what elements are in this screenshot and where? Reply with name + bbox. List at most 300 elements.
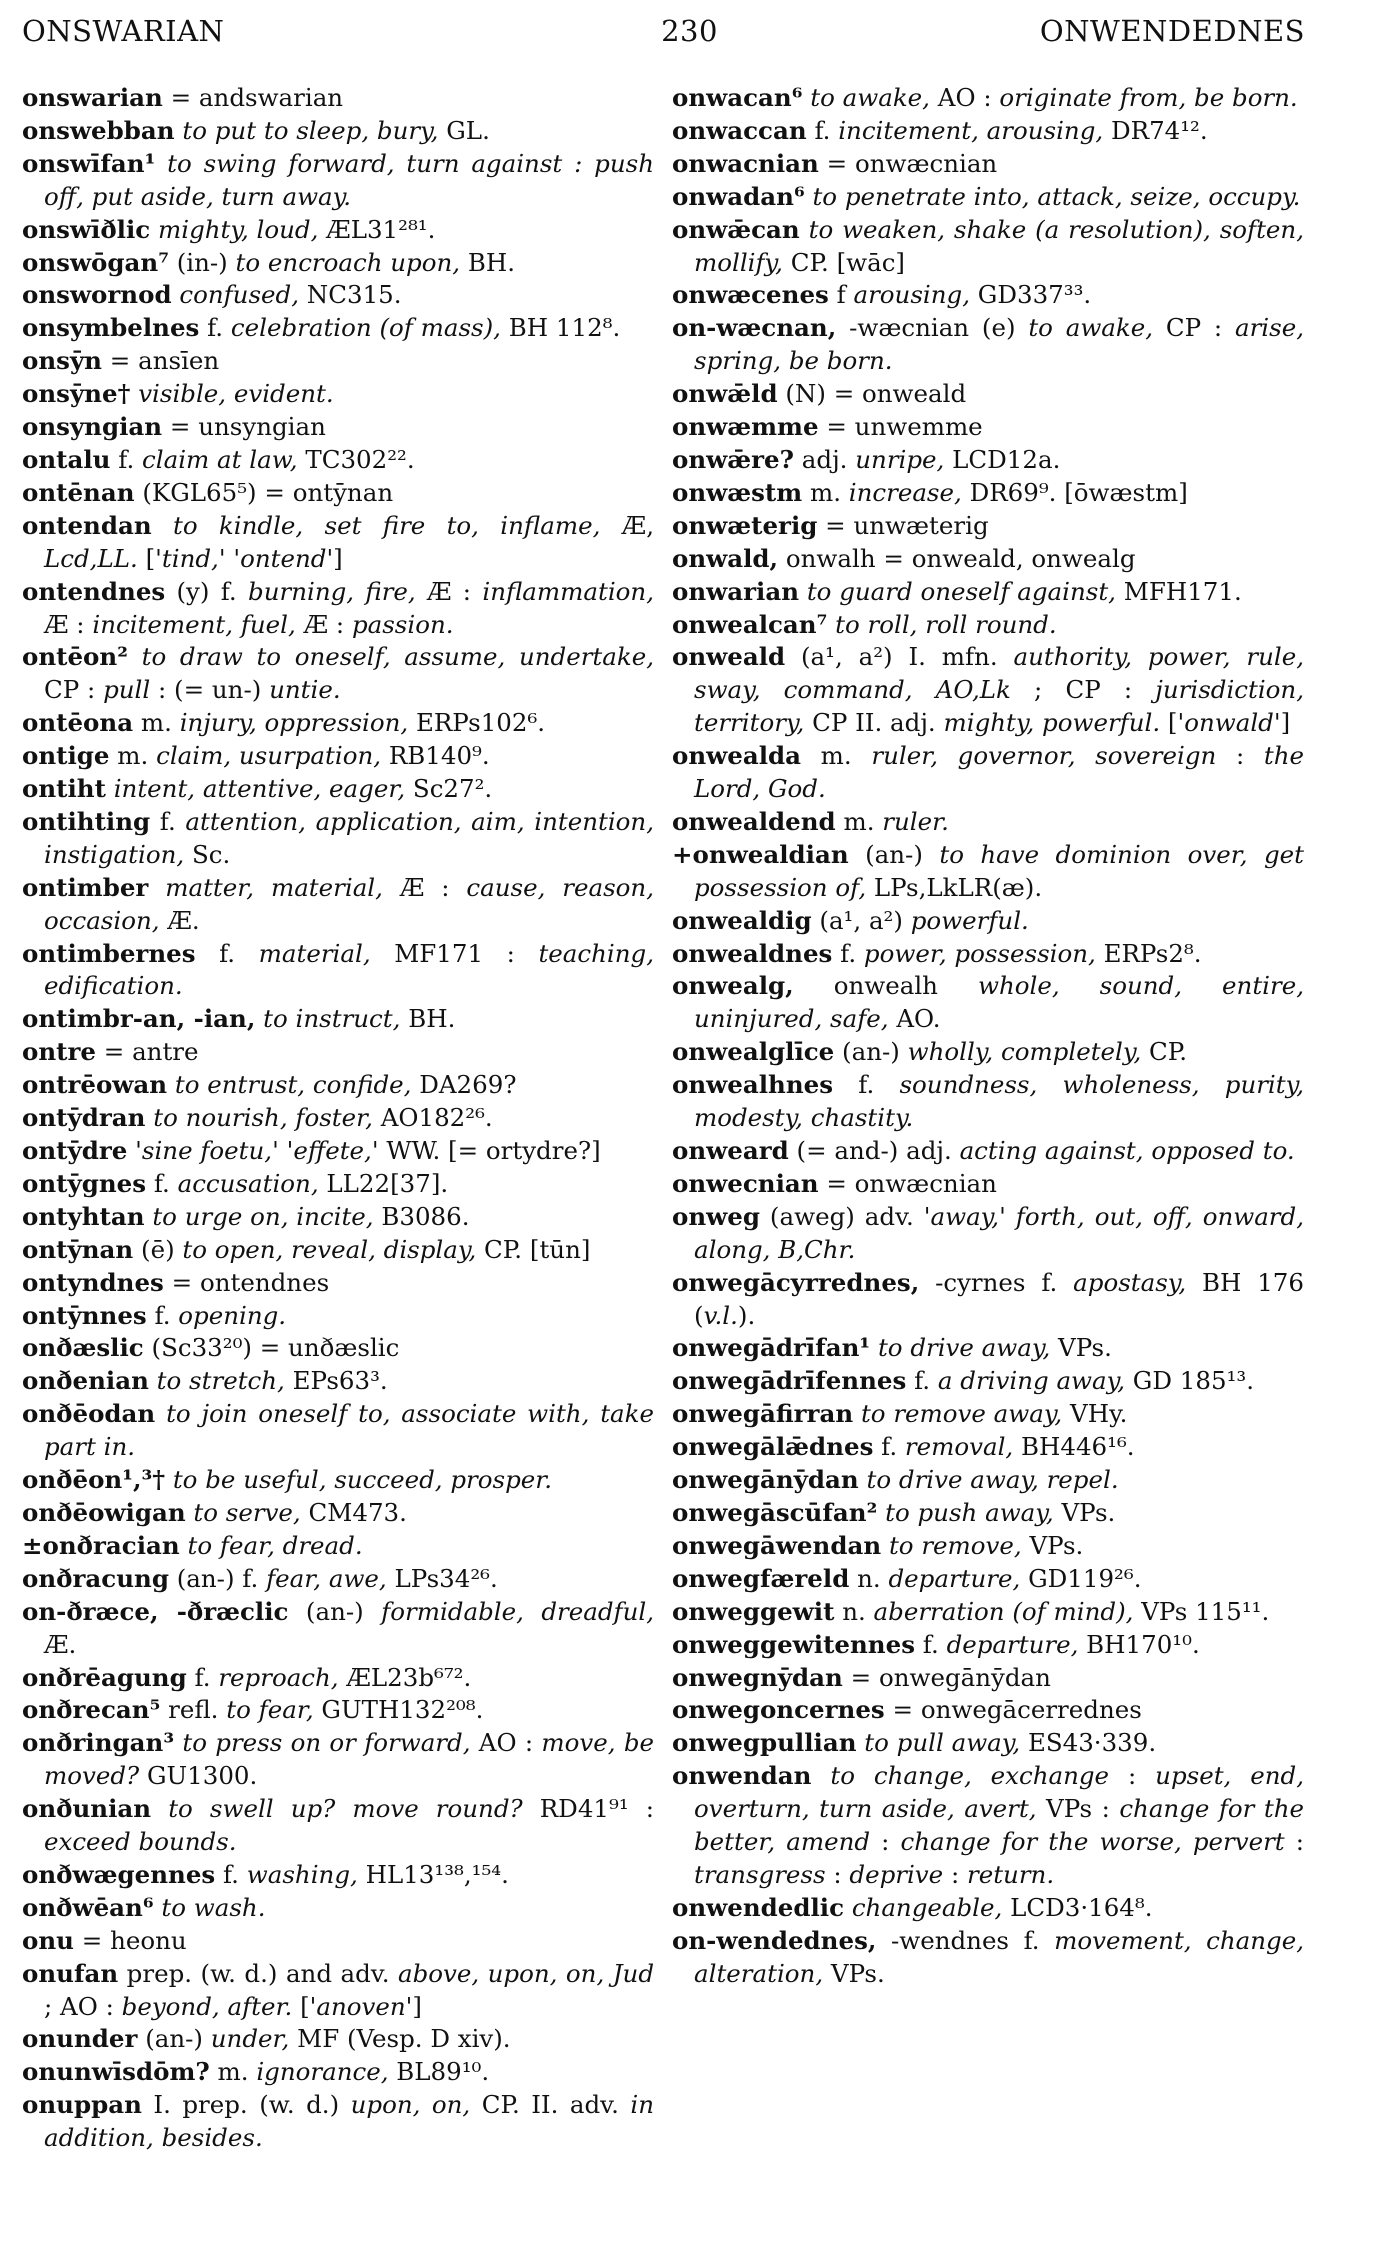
dictionary-entry — [22, 82, 654, 115]
grammar-or-citation: n. — [834, 1596, 866, 1626]
grammar-or-citation: n. — [849, 1563, 881, 1593]
definition-text: sine foetu, — [141, 1136, 273, 1165]
grammar-or-citation: : — [1216, 741, 1245, 771]
definition-text: to entrust, confide, — [167, 1070, 412, 1100]
headword: onwealhnes — [672, 1070, 834, 1100]
definition-text: jurisdiction, territory, — [694, 675, 1305, 738]
grammar-or-citation: Æ : — [382, 872, 450, 902]
definition-text: to change, exchange — [811, 1761, 1110, 1791]
dictionary-entry — [672, 1036, 1304, 1069]
grammar-or-citation: onwealh — [793, 971, 938, 1001]
grammar-or-citation: [' — [292, 1991, 317, 2021]
definition-text: arousing, — [845, 280, 970, 310]
grammar-or-citation: ; CP : — [1010, 675, 1133, 705]
headword: onðwægennes — [22, 1859, 216, 1889]
definition-text: to stretch, — [148, 1366, 285, 1396]
definition-text: pull — [95, 675, 151, 705]
grammar-or-citation: (Sc33²⁰) = unðæslic — [143, 1333, 400, 1363]
grammar-or-citation: ' ' — [272, 1136, 294, 1165]
headword: ontimbr-an, -ian, — [22, 1004, 256, 1034]
headword: onwald, — [672, 543, 779, 573]
grammar-or-citation: f. — [832, 938, 857, 968]
dictionary-entry — [22, 1892, 654, 1925]
definition-text: upset, end, overturn, turn aside, avert, — [694, 1761, 1305, 1824]
grammar-or-citation: LPs34²⁶. — [386, 1563, 498, 1593]
dictionary-entry — [22, 1464, 654, 1497]
headword: onwegāfirran — [672, 1399, 854, 1429]
grammar-or-citation: = antre — [95, 1037, 199, 1067]
grammar-or-citation: CP : — [44, 675, 96, 705]
headword: onwǣld — [672, 379, 778, 409]
dictionary-entry — [22, 1398, 654, 1464]
headword: onwealcan⁷ — [672, 609, 828, 639]
dictionary-entry — [672, 1892, 1304, 1925]
dictionary-entry — [672, 1694, 1304, 1727]
dictionary-entry — [672, 1727, 1304, 1760]
grammar-or-citation: f. — [146, 1300, 171, 1330]
headword: onufan — [22, 1958, 119, 1988]
grammar-or-citation: ERPs102⁶. — [408, 708, 546, 738]
grammar-or-citation: : — [943, 1859, 960, 1889]
headword: onwæterig — [672, 510, 818, 540]
grammar-or-citation: BH 176 ( — [694, 1267, 1304, 1330]
dictionary-entry — [22, 806, 654, 872]
definition-text: ruler. — [874, 806, 949, 836]
grammar-or-citation: (an-) — [848, 839, 923, 869]
definition-text: mighty, loud, — [150, 214, 319, 244]
headword: ontihting — [22, 806, 151, 836]
headword: onwacan⁶ — [672, 83, 803, 112]
definition-text: beyond, after. — [113, 1991, 293, 2021]
definition-text: burning, fire, — [236, 576, 416, 606]
definition-text: authority, power, rule, sway, command, AO,Lk — [694, 642, 1305, 705]
headword: onweggewitennes — [672, 1629, 915, 1659]
dictionary-entry — [22, 1135, 654, 1168]
grammar-or-citation: [' — [137, 543, 162, 573]
headword: onðæslic — [22, 1333, 144, 1363]
grammar-or-citation: Æ : — [295, 609, 345, 639]
definition-text: aberration (of mind), — [865, 1596, 1134, 1626]
grammar-or-citation: CP : — [1153, 313, 1223, 343]
grammar-or-citation: f. — [150, 806, 176, 836]
headword: ontendnes — [22, 576, 166, 606]
grammar-or-citation: DR74¹². — [1103, 115, 1208, 145]
grammar-or-citation: RD41⁹¹ : — [522, 1794, 654, 1824]
definition-text: exceed bounds. — [44, 1827, 237, 1857]
definition-text: under, — [202, 2024, 290, 2054]
grammar-or-citation: TC302²². — [297, 444, 415, 474]
definition-text: to swell up? move round? — [151, 1794, 523, 1824]
definition-text: to open, reveal, display, — [174, 1234, 477, 1264]
grammar-or-citation: AO : — [470, 1728, 534, 1758]
definition-text: transgress — [694, 1859, 826, 1889]
grammar-or-citation: GUTH132²⁰⁸. — [313, 1695, 484, 1725]
headword: onswebban — [22, 115, 175, 145]
definition-text: untie. — [261, 675, 341, 705]
headword: ontyndnes — [22, 1267, 164, 1297]
grammar-or-citation: f. — [915, 1629, 939, 1659]
definition-text: to roll, roll round. — [827, 609, 1057, 639]
grammar-or-citation: : — [825, 1859, 842, 1889]
dictionary-entry — [22, 1958, 654, 2024]
grammar-or-citation: m. — [133, 708, 172, 738]
grammar-or-citation: (an-) — [137, 2024, 203, 2054]
dictionary-entry — [672, 1925, 1304, 1991]
grammar-or-citation: ERPs2⁸. — [1095, 938, 1202, 968]
dictionary-entry — [672, 1563, 1304, 1596]
definition-text: arise, spring, be born. — [694, 313, 1304, 376]
grammar-or-citation: m. — [209, 2057, 249, 2087]
right-column — [672, 82, 1304, 1991]
definition-text: deprive — [841, 1859, 944, 1889]
dictionary-entry — [22, 1267, 654, 1300]
dictionary-entry — [672, 1431, 1304, 1464]
grammar-or-citation: GU1300. — [139, 1761, 258, 1791]
headword: ±onðracian — [22, 1530, 180, 1560]
dictionary-entry — [672, 1497, 1304, 1530]
grammar-or-citation: NC315. — [299, 280, 402, 310]
headword: onswīfan¹ — [22, 148, 156, 178]
grammar-or-citation: BL89¹⁰. — [388, 2057, 490, 2087]
definition-text: return. — [959, 1859, 1055, 1889]
dictionary-entry — [22, 1497, 654, 1530]
definition-text: onwald — [1184, 708, 1274, 738]
definition-text: to serve, — [185, 1497, 301, 1527]
dictionary-entry — [22, 214, 654, 247]
definition-text: whole, sound, entire, uninjured, safe, — [694, 971, 1304, 1034]
dictionary-entry — [22, 938, 654, 1004]
dictionary-entry — [672, 148, 1304, 181]
definition-text: apostasy, — [1057, 1267, 1187, 1297]
dictionary-entry — [672, 378, 1304, 411]
dictionary-entry — [672, 806, 1304, 839]
headword: ontȳnan — [22, 1234, 134, 1264]
grammar-or-citation: VPs. — [823, 1958, 885, 1988]
definition-text: formidable, dreadful, — [363, 1596, 654, 1626]
grammar-or-citation: Sc. — [184, 839, 231, 869]
headword: on-ðræce, -ðræclic — [22, 1596, 289, 1626]
grammar-or-citation: = onwæcnian — [818, 148, 998, 178]
definition-text: teaching, edification. — [44, 938, 655, 1001]
grammar-or-citation: (ē) — [133, 1234, 175, 1264]
headword: ontre — [22, 1037, 96, 1067]
definition-text: incitement, arousing, — [830, 115, 1104, 145]
dictionary-entry — [672, 1629, 1304, 1662]
headword: onwecnian — [672, 1168, 819, 1198]
definition-text: to join oneself to, associate with, take part in. — [44, 1399, 654, 1462]
definition-text: inflammation, — [471, 576, 654, 606]
definition-text: to have dominion over, get possession of, — [694, 839, 1304, 902]
definition-text: washing, — [238, 1859, 358, 1889]
headword: ontyhtan — [22, 1201, 145, 1231]
definition-text: departure, — [938, 1629, 1079, 1659]
grammar-or-citation: ' — [127, 1136, 142, 1165]
headword: ontēona — [22, 708, 134, 738]
grammar-or-citation: f. — [146, 1168, 170, 1198]
headword: onwealdend — [672, 806, 836, 836]
definition-text: movement, change, alteration, — [694, 1925, 1304, 1988]
dictionary-entry — [22, 115, 654, 148]
dictionary-entry — [22, 1596, 654, 1662]
headword: onwegānȳdan — [672, 1465, 859, 1495]
definition-text: to drive away, — [870, 1333, 1051, 1363]
dictionary-entry — [22, 641, 654, 707]
grammar-or-citation: CM473. — [300, 1497, 407, 1527]
dictionary-entry — [22, 1201, 654, 1234]
definition-text: confused, — [171, 280, 300, 310]
grammar-or-citation: f — [828, 280, 846, 310]
grammar-or-citation: f. — [199, 313, 224, 343]
headword: onwæcenes — [672, 280, 829, 310]
headword: onwarian — [672, 576, 800, 606]
definition-text: attention, application, aim, intention, instigation, — [44, 806, 654, 869]
dictionary-entry — [672, 543, 1304, 576]
grammar-or-citation: : — [1284, 1827, 1304, 1857]
dictionary-entry — [672, 1530, 1304, 1563]
grammar-or-citation: LL22[37]. — [318, 1168, 449, 1198]
definition-text: to remove away, — [853, 1399, 1063, 1429]
dictionary-entry — [22, 1925, 654, 1958]
definition-text: the Lord, God. — [694, 741, 1305, 804]
grammar-or-citation: ). — [737, 1300, 756, 1330]
grammar-or-citation: BH. — [400, 1004, 456, 1034]
headword: onswarian — [22, 83, 163, 112]
headword: ontȳnnes — [22, 1300, 147, 1330]
headword: ontēnan — [22, 477, 135, 507]
grammar-or-citation: ES43·339. — [1020, 1728, 1157, 1758]
dictionary-entry — [672, 214, 1304, 280]
headword: onwegpullian — [672, 1728, 857, 1758]
dictionary-entry — [22, 740, 654, 773]
dictionary-entry — [22, 1662, 654, 1695]
grammar-or-citation: DR69⁹. [ōwæstm] — [961, 477, 1188, 507]
grammar-or-citation: LCD12a. — [944, 444, 1061, 474]
definition-text: to awake, — [802, 83, 930, 112]
definition-text: passion. — [344, 609, 454, 639]
grammar-or-citation: AO : — [929, 83, 992, 112]
definition-text: to fear, — [218, 1695, 314, 1725]
definition-text: acting against, opposed to. — [951, 1136, 1295, 1165]
definition-text: to weaken, shake (a resolution), soften, mollify, — [694, 214, 1304, 277]
headword: onwacnian — [672, 148, 819, 178]
grammar-or-citation: f. — [806, 115, 831, 145]
grammar-or-citation: Æ. — [44, 1629, 77, 1659]
grammar-or-citation: LPs,LkLR(æ). — [866, 872, 1043, 902]
dictionary-entry — [22, 576, 654, 642]
grammar-or-citation: CP. [tūn] — [476, 1234, 591, 1264]
dictionary-entry — [672, 740, 1304, 806]
definition-text: wholly, completely, — [899, 1037, 1142, 1067]
headword: onwegoncernes — [672, 1695, 885, 1725]
grammar-or-citation: = heonu — [73, 1925, 187, 1955]
grammar-or-citation: -wendnes f. — [876, 1925, 1040, 1955]
headword: onðēowigan — [22, 1497, 186, 1527]
dictionary-entry — [22, 1332, 654, 1365]
definition-text: to put to sleep, bury, — [174, 115, 439, 145]
grammar-or-citation: CP. — [1141, 1037, 1188, 1067]
headword: onwealglīce — [672, 1037, 835, 1067]
headword: onðwēan⁶ — [22, 1892, 154, 1922]
grammar-or-citation: I. prep. (w. d.) — [141, 2090, 340, 2120]
headword: onwǣcan — [672, 214, 800, 244]
headword: onweard — [672, 1136, 789, 1165]
running-head-left: ONSWARIAN — [22, 14, 225, 48]
left-column — [22, 82, 654, 2155]
dictionary-entry — [22, 411, 654, 444]
definition-text: material, — [235, 938, 371, 968]
grammar-or-citation: (a¹, a²) I. mfn. — [785, 642, 998, 672]
definition-text: departure, — [880, 1563, 1021, 1593]
grammar-or-citation: f. — [215, 1859, 239, 1889]
grammar-or-citation: RB140⁹. — [381, 741, 490, 771]
dictionary-entry — [22, 1003, 654, 1036]
headword: onunder — [22, 2024, 138, 2054]
headword: ontiht — [22, 774, 106, 804]
dictionary-entry — [672, 1662, 1304, 1695]
headword: onðracung — [22, 1563, 169, 1593]
headword: onswōgan⁷ — [22, 247, 169, 277]
headword: onðringan³ — [22, 1728, 175, 1758]
definition-text: a driving away, — [930, 1366, 1126, 1396]
dictionary-entry — [672, 411, 1304, 444]
grammar-or-citation: ; AO : — [44, 1991, 114, 2021]
grammar-or-citation: ÆL23b⁶⁷². — [338, 1662, 472, 1692]
definition-text: to be useful, succeed, prosper. — [165, 1465, 553, 1495]
definition-text: intent, attentive, eager, — [105, 774, 406, 804]
headword: onðrecan⁵ — [22, 1695, 161, 1725]
grammar-or-citation: f. — [195, 938, 236, 968]
grammar-or-citation: : — [1109, 1761, 1137, 1791]
definition-text: claim, usurpation, — [148, 741, 382, 771]
headword: onwealg, — [672, 971, 794, 1001]
grammar-or-citation: m. — [801, 741, 852, 771]
grammar-or-citation: MF171 : — [370, 938, 515, 968]
definition-text: originate from, be born. — [991, 83, 1298, 112]
dictionary-entry — [22, 1036, 654, 1069]
headword: onu — [22, 1925, 74, 1955]
grammar-or-citation: VHy. — [1062, 1399, 1128, 1429]
grammar-or-citation: Æ. — [159, 905, 200, 935]
grammar-or-citation: CP. [wāc] — [782, 247, 905, 277]
grammar-or-citation: VPs. — [1053, 1497, 1116, 1527]
headword: onðunian — [22, 1794, 152, 1824]
definition-text: increase, — [840, 477, 962, 507]
definition-text: power, possession, — [856, 938, 1096, 968]
definition-text: visible, evident. — [130, 379, 334, 409]
dictionary-entry — [672, 181, 1304, 214]
grammar-or-citation: '] — [405, 1991, 422, 2021]
headword: onunwīsdōm? — [22, 2057, 210, 2087]
headword: onwegācyrrednes, — [672, 1267, 920, 1297]
grammar-or-citation: ÆL31²⁸¹. — [318, 214, 436, 244]
grammar-or-citation: GD119²⁶. — [1020, 1563, 1142, 1593]
grammar-or-citation: DA269? — [411, 1070, 517, 1100]
headword: onwegādrīfennes — [672, 1366, 907, 1396]
definition-text: to nourish, foster, — [145, 1103, 373, 1133]
grammar-or-citation: (= and-) adj. — [788, 1136, 952, 1165]
headword: onðēon¹,³† — [22, 1465, 166, 1495]
definition-text: cause, reason, occasion, — [44, 872, 654, 935]
headword: onwealda — [672, 741, 802, 771]
grammar-or-citation: -wæcnian (e) — [836, 313, 1016, 343]
headword: ontȳgnes — [22, 1168, 147, 1198]
definition-text: injury, oppression, — [171, 708, 409, 738]
definition-text: to awake, — [1015, 313, 1154, 343]
grammar-or-citation: = onwæcnian — [818, 1168, 997, 1198]
grammar-or-citation: VPs. — [1021, 1530, 1084, 1560]
headword: ontendan — [22, 510, 152, 540]
headword: onwendedlic — [672, 1892, 845, 1922]
grammar-or-citation: (y) f. — [165, 576, 237, 606]
grammar-or-citation: (a¹, a²) — [811, 905, 903, 935]
dictionary-entry — [672, 82, 1304, 115]
headword: onweald — [672, 642, 786, 672]
grammar-or-citation: GL. — [438, 115, 490, 145]
dictionary-entry — [22, 1530, 654, 1563]
definition-text: accusation, — [169, 1168, 319, 1198]
headword: ontȳdran — [22, 1103, 146, 1133]
definition-text: to draw to oneself, assume, undertake, — [127, 642, 654, 672]
dictionary-entry — [22, 1563, 654, 1596]
headword: onweggewit — [672, 1596, 835, 1626]
headword: ontige — [22, 741, 110, 771]
definition-text: to press on or forward, — [174, 1728, 471, 1758]
dictionary-entry — [22, 1234, 654, 1267]
headword: ontȳdre — [22, 1136, 128, 1165]
headword: onwegāwendan — [672, 1530, 882, 1560]
grammar-or-citation: (N) = onweald — [777, 379, 967, 409]
grammar-or-citation: LCD3·164⁸. — [1002, 1892, 1153, 1922]
grammar-or-citation: AO182²⁶. — [372, 1103, 493, 1133]
headword: onwǣre? — [672, 444, 794, 474]
grammar-or-citation: f. — [833, 1070, 875, 1100]
grammar-or-citation: VPs : — [1036, 1794, 1110, 1824]
definition-text: ruler, governor, sovereign — [851, 741, 1217, 771]
grammar-or-citation: Æ : — [44, 609, 85, 639]
grammar-or-citation: (an-) — [288, 1596, 364, 1626]
dictionary-entry — [672, 477, 1304, 510]
headword: onwegfæreld — [672, 1563, 850, 1593]
grammar-or-citation: HL13¹³⁸,¹⁵⁴. — [357, 1859, 509, 1889]
definition-text: to guard oneself against, — [799, 576, 1116, 606]
definition-text: tind, — [161, 543, 219, 573]
headword: onsymbelnes — [22, 313, 200, 343]
grammar-or-citation: GD337³³. — [970, 280, 1092, 310]
definition-text: to instruct, — [255, 1004, 401, 1034]
headword: onwegnȳdan — [672, 1662, 843, 1692]
dictionary-entry — [22, 1793, 654, 1859]
definition-text: unripe, — [847, 444, 945, 474]
grammar-or-citation: VPs. — [1050, 1333, 1112, 1363]
page-number: 230 — [661, 14, 718, 48]
grammar-or-citation: m. — [109, 741, 149, 771]
headword: onðēodan — [22, 1399, 156, 1429]
grammar-or-citation: Æ : — [415, 576, 472, 606]
dictionary-entry — [672, 905, 1304, 938]
headword: ontimbernes — [22, 938, 196, 968]
definition-text: soundness, wholeness, purity, modesty, chastity. — [694, 1070, 1304, 1133]
grammar-or-citation: BH446¹⁶. — [1013, 1432, 1135, 1462]
definition-text: in addition, besides. — [44, 2090, 654, 2153]
definition-text: reproach, — [210, 1662, 339, 1692]
definition-text: to urge on, incite, — [144, 1201, 374, 1231]
grammar-or-citation: (aweg) adv. ' — [759, 1201, 931, 1231]
grammar-or-citation: onwalh = onweald, onwealg — [778, 543, 1136, 573]
dictionary-entry — [672, 444, 1304, 477]
dictionary-entry — [22, 773, 654, 806]
grammar-or-citation: ' WW. [= ortydre?] — [371, 1136, 601, 1165]
dictionary-entry — [22, 279, 654, 312]
